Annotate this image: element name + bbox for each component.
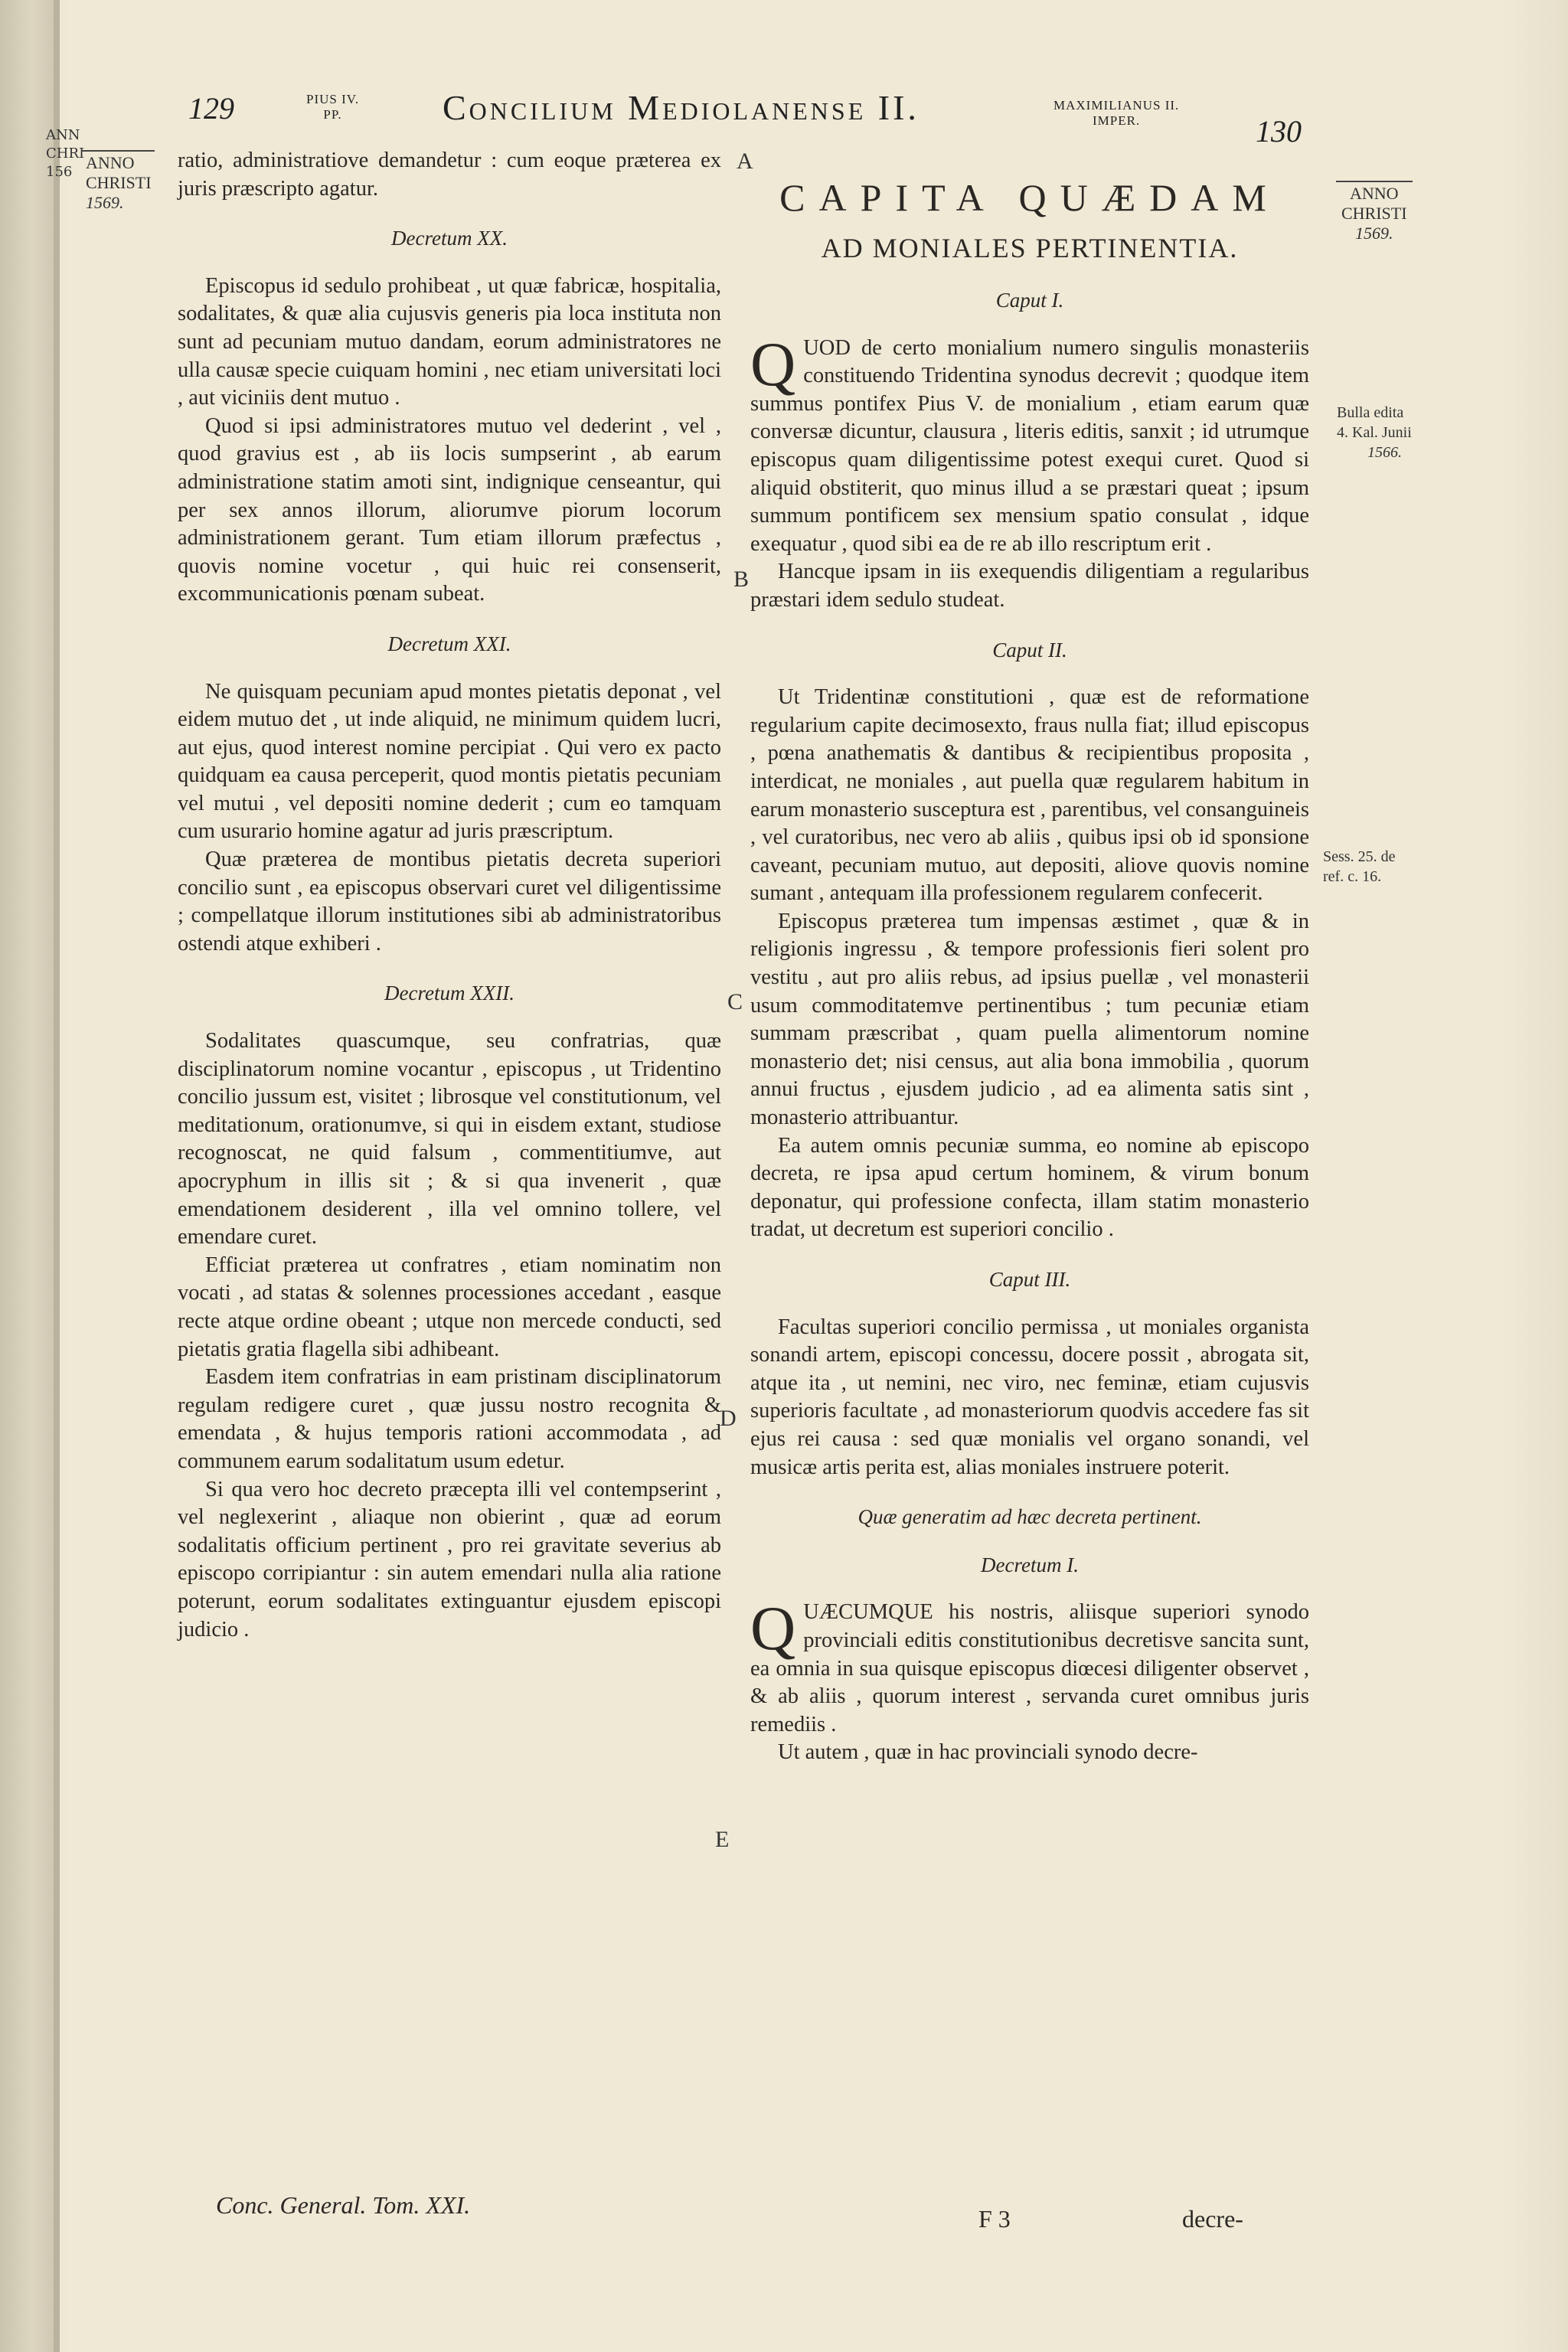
caput-3-para-1: Facultas superiori concilio permissa , ut moniales organista sonandi artem, episcopi concessu, docere possit , abrogata sit, atque ita , ut nemini, nec viro, nec feminæ, etiam cujusvis superioris facultate , ad monasteriorum quodvis accedere fas sit ejus rei causa : sed quæ monialis vel organo sonandi, vel musicæ artis perita est, alias moniales instruere poterit. — [750, 1315, 1309, 1479]
pope-heading — [306, 92, 359, 122]
section-letter-c: C — [727, 989, 743, 1014]
footer-volume: Conc. General. Tom. XXI. — [216, 2191, 471, 2219]
left-year: 1569. — [86, 193, 124, 212]
decretum-21-para-1: Ne quisquam pecuniam apud montes pietatis deponat , vel eidem mutuo det , ut inde aliquid, ne minimum quidem lucri, aut ejus, quod interest nomine percipiat . Qui vero ex pacto quidquam ea causa perceperit, quod montis pietatis pecuniam vel mutui , vel depositi nomine dederit ; cum eo tamquam cum usurario homine agatur ad juris præscriptum. — [178, 679, 721, 844]
right-side-rule — [1336, 181, 1413, 182]
margin-note-session — [1323, 847, 1395, 887]
decretum-22-para-4: Si qua vero hoc decreto præcepta illi vel contempserint , vel neglexerint , aliaque non obierint , quæ ad eorum sodalitatis officium pertinent , pro rei gravitate severius ab episcopo corripiantur : sin autem emendari nulla alia ratione poterunt, eorum sodalitates extinguantur ejusdem episcopi judicio . — [178, 1477, 721, 1642]
decretum-20-para-1: Episcopus id sedulo prohibeat , ut quæ fabricæ, hospitalia, sodalitates, & quæ alia cujusvis generis pia loca instituta non sunt ad pecuniam mutuo dandam, eorum administratores ne ulla causæ specie cuiquam homini , nec etiam universitati loci , aut viciniis dent mutuo . — [178, 273, 721, 410]
capita-subtitle: AD MONIALES PERTINENTIA. — [821, 233, 1239, 263]
right-page-number: 130 — [1256, 114, 1302, 149]
gutter-shadow — [54, 0, 60, 2352]
decretum-1-para-1-text: UÆCUMQUE his nostris, aliisque superiori synodo provinciali editis constitutionibus decretisve sancita sunt, ea omnia in sua quisque episcopus diœcesi diligenter observet , & ab aliis , quorum interest , servanda curet omnibus juris remediis . — [750, 1600, 1309, 1736]
decretum-20-para-2: Quod si ipsi administratores mutuo vel dederint , vel , quod gravius est , ab iis locis sumpserint , ab earum administratione statim amoti sint, indignique censeantur, qui per sex annos illorum, aliorumve piorum locorum administrationem gerant. Tum etiam illorum præfectus , quovis nomine vocetur , qui huic rei consenserit, excommunicationis pœnam subeat. — [178, 413, 721, 606]
general-title: Quæ generatim ad hæc decreta pertinent. — [858, 1505, 1202, 1529]
caput-1-para-1-text: UOD de certo monialium numero singulis monasteriis constituendo Tridentina synodus decrevit ; quodque item summus pontifex Pius V. de monialium , etiam earum quæ conversæ dicuntur, clausura , literis editis, sanxit ; id utrumque episcopus quam diligentissime potest exequi curet. Quod si aliquid obstiterit, quo minus illud a se præstari queat ; ipsum summum pontificem sex mensium spatio consulat , idque exequatur , quod sibi ea de re ab illo rescriptum erit . — [750, 335, 1309, 556]
section-letter-e: E — [715, 1827, 730, 1852]
decretum-22-para-3: Easdem item confratrias in eam pristinam disciplinatorum regulam redigere curet , quæ jussu nostro recognita & emendata , & hujus temporis rationi accommodata , ad communem earum sodalitatum usum edetur. — [178, 1365, 721, 1473]
right-column — [750, 175, 1309, 1767]
section-letter-b: B — [733, 567, 750, 592]
left-anno-christi — [86, 153, 152, 213]
decretum-1-para-2: Ut autem , quæ in hac provinciali synodo decre- — [778, 1740, 1198, 1765]
section-letter-a: A — [737, 149, 753, 174]
pope-line-2: PP. — [323, 107, 342, 122]
footer-catchword: decre- — [1182, 2205, 1243, 2233]
emperor-line-1: MAXIMILIANUS II. — [1054, 98, 1180, 113]
left-page-number: 129 — [188, 91, 234, 126]
decretum-22-title: Decretum XXII. — [384, 982, 514, 1005]
emperor-heading — [1054, 98, 1179, 129]
right-anno-christi — [1341, 184, 1407, 243]
note-session-line-1: Sess. 25. de — [1323, 848, 1396, 865]
decretum-1-title: Decretum I. — [981, 1553, 1079, 1576]
book-gutter — [0, 0, 54, 2352]
right-anno: ANNO — [1350, 184, 1399, 203]
caput-1-title: Caput I. — [995, 289, 1064, 312]
note-bulla-line-3: 1566. — [1367, 444, 1402, 461]
decretum-21-title: Decretum XXI. — [387, 632, 511, 655]
caput-2-para-2: Episcopus præterea tum impensas æstimet , quæ & in religionis ingressu , & tempore professionis fieri solent pro vestitu , aut pro aliis rebus, ad ipsius puellæ , vel monasterii usum commoditatemve pertinentibus ; tum pecuniæ etiam summam præscribat , quam puella alimentorum nomine monasterio det; nisi census, aut alia bona immobilia , quorum annui fructus , ejusdem judicio , ad ea alimenta satis sint , monasterio attribuantur. — [750, 909, 1309, 1130]
left-anno: ANNO — [86, 153, 135, 172]
left-christi: CHRISTI — [86, 173, 152, 192]
pope-line-1: PIUS IV. — [306, 92, 360, 106]
gutter-fragment: ANN CHRI 156 — [46, 127, 85, 180]
right-christi: CHRISTI — [1341, 204, 1407, 223]
capita-title: CAPITA QUÆDAM — [779, 176, 1280, 219]
note-bulla-line-2: 4. Kal. Junii — [1337, 424, 1412, 441]
caput-1-para-1 — [750, 328, 1309, 559]
decretum-22-para-1: Sodalitates quascumque, seu confratrias, quæ disciplinatorum nomine vocantur , episcopus , ut Tridentino concilio jussum est, visitet ; librosque vel constitutionum, vel meditationum, orationumve, si qui in eisdem extant, studiose recognoscat, ne quid falsum , commentitiumve, aut apocryphum in illis sit ; & si qua invenerit , quæ emendationem desiderent , illa vel omnino tollere, vel emendare curet. — [178, 1029, 721, 1250]
left-column — [178, 147, 721, 1644]
caput-3-title: Caput III. — [988, 1268, 1071, 1291]
emperor-line-2: IMPER. — [1093, 113, 1141, 128]
section-letter-d: D — [720, 1406, 737, 1431]
decretum-21-para-2: Quæ præterea de montibus pietatis decreta superiori concilio sunt , ea episcopus observari curet vel diligentissime ; compellatque illorum institutiones sibi ab administratoribus ostendi atque exhiberi . — [178, 848, 721, 956]
decretum-20-title: Decretum XX. — [391, 227, 508, 250]
caput-2-para-1: Ut Tridentinæ constitutioni , quæ est de reformatione regularium capite decimosexto, fraus nulla fiat; illud episcopus , pœna anathematis & dantibus & recipientibus proposita , interdicat, ne moniales , aut puella quæ regularem habitum in earum monasterio susceptura est , parentibus, vel consanguineis , vel curatoribus, nec vero ab aliis , quibus ipsi ob id sponsione caveant, pecuniam mutuo, aut depositi, aliove quovis nomine sumant , antequam illa professionem regularem confecerit. — [750, 685, 1309, 906]
intro-text: ratio, administratiove demandetur : cum eoque præterea ex juris præscripto agatur. — [178, 149, 721, 201]
caput-1-para-2: Hancque ipsam in iis exequendis diligentiam a regularibus præstari idem sedulo studeat. — [750, 560, 1309, 612]
decretum-22-para-2: Efficiat præterea ut confratres , etiam nominatim non vocati , ad statas & solennes processiones accedant , easque recte atque ordine obeant ; utque non mercede conducti, sed pietatis gratia flagella sibi adhibeant. — [178, 1253, 721, 1361]
note-bulla-line-1: Bulla edita — [1337, 404, 1404, 421]
caput-1-dropcap: Q — [750, 328, 796, 399]
running-title: Concilium Mediolanense II. — [443, 88, 920, 127]
caput-2-para-3: Ea autem omnis pecuniæ summa, eo nomine ab episcopo decreta, re ipsa apud certum hominem, & virum bonum deponatur, qui professione confecta, illam statim monasterio tradat, ut decretum est superiori concilio . — [750, 1133, 1309, 1242]
decretum-1-para-1 — [750, 1593, 1309, 1739]
footer-signature: F 3 — [978, 2205, 1011, 2233]
caput-2-title: Caput II. — [992, 638, 1067, 662]
note-session-line-2: ref. c. 16. — [1323, 868, 1382, 885]
margin-note-bulla — [1337, 403, 1412, 462]
left-side-rule — [81, 150, 155, 152]
right-year: 1569. — [1355, 224, 1393, 243]
decretum-1-dropcap: Q — [750, 1593, 796, 1664]
